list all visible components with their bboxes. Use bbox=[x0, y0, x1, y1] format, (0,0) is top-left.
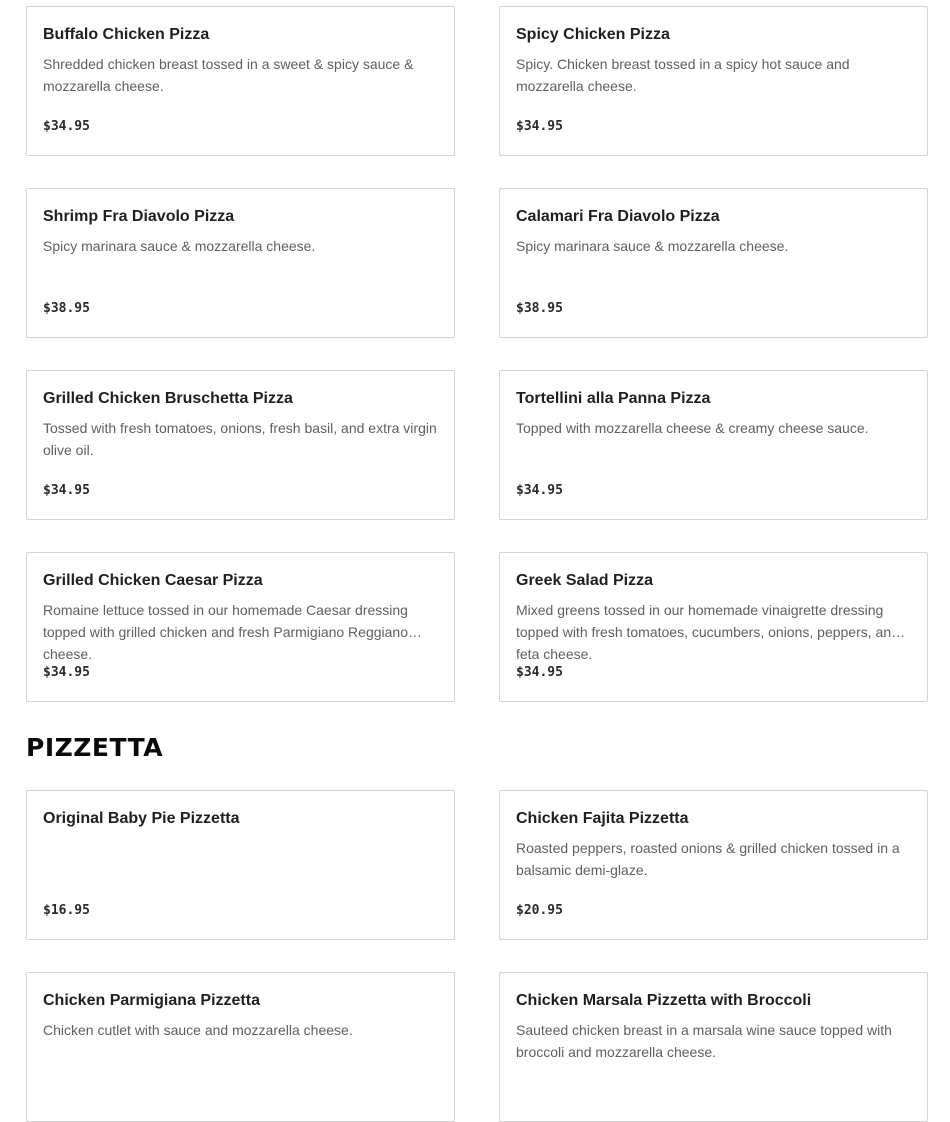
item-price: $34.95 bbox=[43, 665, 90, 680]
item-description: Sauteed chicken breast in a marsala wine sauce topped with broccoli and mozzarella cheese. bbox=[516, 1022, 892, 1060]
item-description: Topped with mozzarella cheese & creamy cheese sauce. bbox=[516, 420, 869, 436]
item-name: Tortellini alla Panna Pizza bbox=[516, 390, 711, 407]
item-price: $34.95 bbox=[43, 119, 90, 134]
item-price: $16.95 bbox=[43, 903, 90, 918]
menu-item-card[interactable] bbox=[26, 6, 455, 156]
menu-item-card[interactable] bbox=[26, 370, 455, 520]
menu-item-card[interactable] bbox=[499, 972, 928, 1122]
menu-item-card[interactable] bbox=[499, 6, 928, 156]
item-name: Chicken Parmigiana Pizzetta bbox=[43, 992, 260, 1009]
item-description: Tossed with fresh tomatoes, onions, fresh basil, and extra virgin olive oil. bbox=[43, 420, 437, 458]
item-name: Spicy Chicken Pizza bbox=[516, 26, 670, 43]
item-price: $34.95 bbox=[516, 119, 563, 134]
menu-item-card[interactable] bbox=[499, 552, 928, 702]
item-name: Grilled Chicken Caesar Pizza bbox=[43, 572, 263, 589]
item-description: Roasted peppers, roasted onions & grilled chicken tossed in a balsamic demi-glaze. bbox=[516, 840, 900, 878]
menu-grid-pizza bbox=[26, 6, 928, 702]
item-description: Shredded chicken breast tossed in a sweet & spicy sauce & mozzarella cheese. bbox=[43, 56, 414, 94]
menu-grid-pizzetta bbox=[26, 790, 928, 1122]
menu-item-card[interactable] bbox=[26, 188, 455, 338]
menu-item-card[interactable] bbox=[26, 972, 455, 1122]
item-name: Buffalo Chicken Pizza bbox=[43, 26, 210, 43]
item-price: $34.95 bbox=[516, 665, 563, 680]
item-name: Original Baby Pie Pizzetta bbox=[43, 810, 240, 827]
item-price: $38.95 bbox=[43, 301, 90, 316]
item-description: Spicy. Chicken breast tossed in a spicy hot sauce and mozzarella cheese. bbox=[516, 56, 850, 94]
item-name: Shrimp Fra Diavolo Pizza bbox=[43, 208, 235, 225]
item-name: Chicken Marsala Pizzetta with Broccoli bbox=[516, 992, 812, 1009]
item-name: Chicken Fajita Pizzetta bbox=[516, 810, 689, 827]
item-description: Mixed greens tossed in our homemade vinaigrette dressing topped with fresh tomatoes, cucumbers, onions, peppers, and feta cheese. bbox=[516, 602, 899, 662]
item-description: Chicken cutlet with sauce and mozzarella cheese. bbox=[43, 1022, 353, 1038]
item-description: Romaine lettuce tossed in our homemade Caesar dressing topped with grilled chicken and fresh Parmigiano Reggiano cheese. bbox=[43, 602, 408, 662]
item-description: Spicy marinara sauce & mozzarella cheese. bbox=[43, 238, 316, 254]
menu-item-card[interactable] bbox=[499, 370, 928, 520]
item-name: Greek Salad Pizza bbox=[516, 572, 653, 589]
menu-item-card[interactable] bbox=[499, 790, 928, 940]
item-name: Calamari Fra Diavolo Pizza bbox=[516, 208, 720, 225]
item-description: Spicy marinara sauce & mozzarella cheese. bbox=[516, 238, 789, 254]
item-price: $20.95 bbox=[516, 903, 563, 918]
item-price: $34.95 bbox=[43, 483, 90, 498]
section-title-pizzetta: PIZZETTA bbox=[26, 733, 164, 762]
menu-item-card[interactable] bbox=[26, 552, 455, 702]
item-name: Grilled Chicken Bruschetta Pizza bbox=[43, 390, 293, 407]
menu-item-card[interactable] bbox=[26, 790, 455, 940]
item-price: $34.95 bbox=[516, 483, 563, 498]
menu-item-card[interactable] bbox=[499, 188, 928, 338]
item-price: $38.95 bbox=[516, 301, 563, 316]
